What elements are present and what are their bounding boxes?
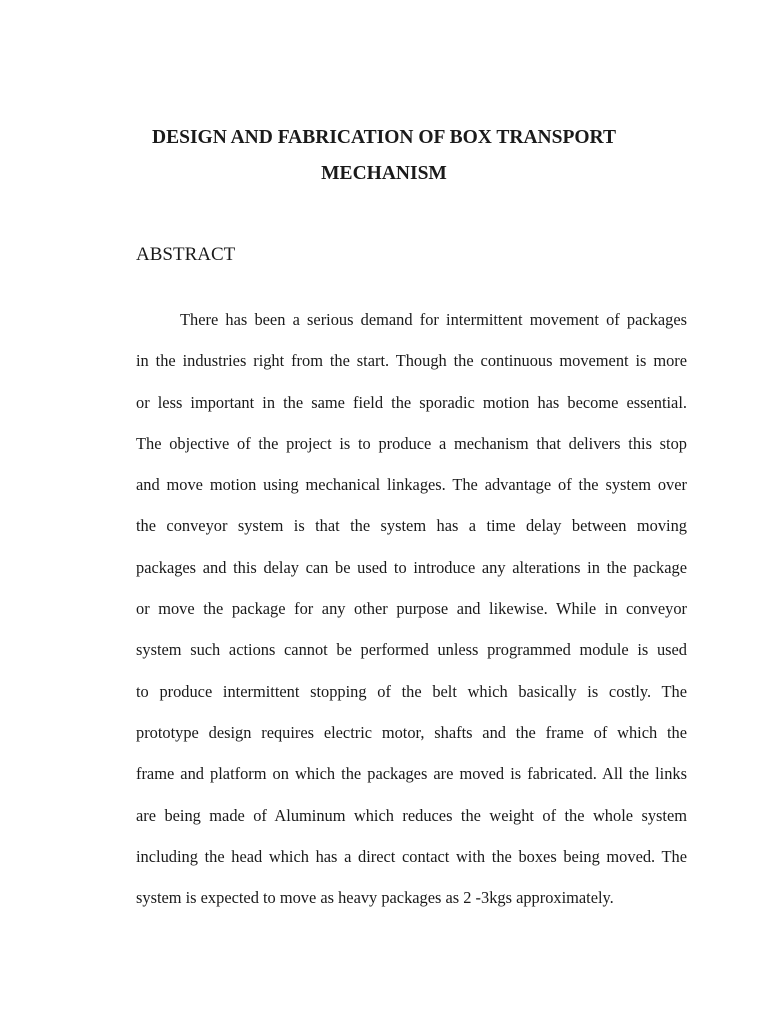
document-title-line-1: DESIGN AND FABRICATION OF BOX TRANSPORT	[152, 127, 616, 148]
abstract-line: are being made of Aluminum which reduces the weight of the whole system	[136, 805, 687, 825]
abstract-line: or move the package for any other purpose and likewise. While in conveyor	[136, 599, 687, 619]
abstract-line: frame and platform on which the packages are moved is fabricated. All the links	[136, 764, 687, 784]
abstract-line: the conveyor system is that the system has a time delay between moving	[136, 516, 687, 536]
abstract-line: in the industries right from the start. Though the continuous movement is more	[136, 351, 687, 371]
abstract-line: or less important in the same field the sporadic motion has become essential.	[136, 392, 687, 412]
abstract-line: The objective of the project is to produce a mechanism that delivers this stop	[136, 433, 687, 453]
abstract-line: There has been a serious demand for intermittent movement of packages	[180, 310, 687, 329]
abstract-line: prototype design requires electric motor, shafts and the frame of which the	[136, 722, 687, 742]
abstract-line: packages and this delay can be used to introduce any alterations in the package	[136, 557, 687, 577]
abstract-line: including the head which has a direct contact with the boxes being moved. The	[136, 846, 687, 866]
abstract-paragraph	[136, 299, 687, 918]
abstract-line: system such actions cannot be performed unless programmed module is used	[136, 640, 687, 660]
abstract-line: to produce intermittent stopping of the belt which basically is costly. The	[136, 681, 687, 701]
section-heading-abstract: ABSTRACT	[136, 244, 236, 265]
abstract-line: and move motion using mechanical linkages. The advantage of the system over	[136, 475, 687, 495]
abstract-line-last: system is expected to move as heavy packages as 2 -3kgs approximately.	[136, 888, 614, 908]
document-title-line-2: MECHANISM	[321, 163, 447, 184]
